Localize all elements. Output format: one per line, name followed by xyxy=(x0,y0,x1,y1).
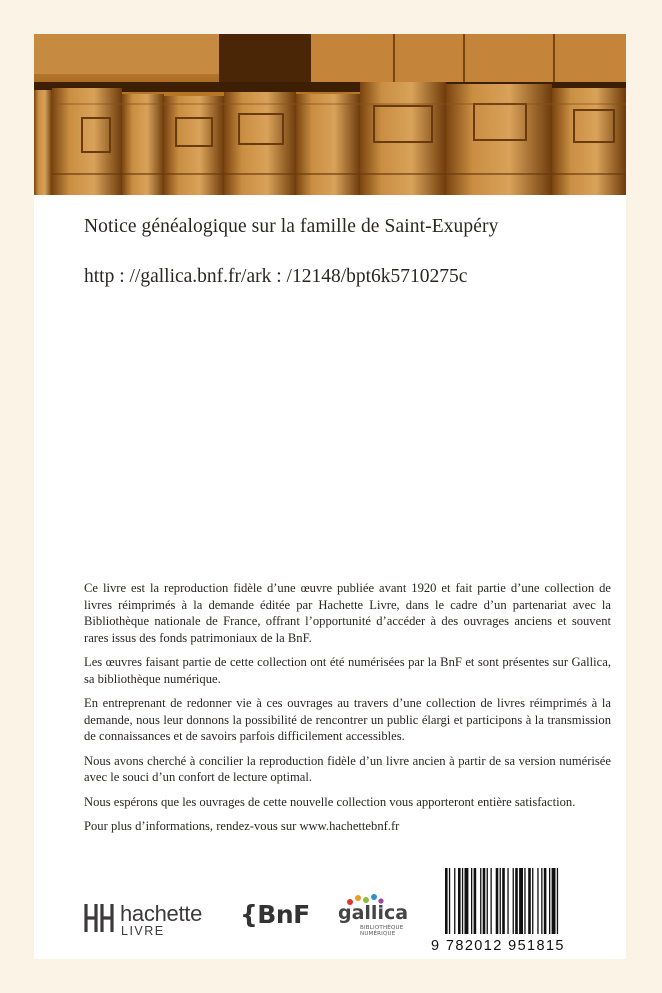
barcode-icon xyxy=(431,868,599,952)
book-title: Notice généalogique sur la famille de Saint-Exupéry xyxy=(84,216,499,237)
paragraph: Pour plus d’informations, rendez-vous sur www.hachettebnf.fr xyxy=(84,819,400,833)
paragraph: Les œuvres faisant partie de cette collection ont été numérisées par la BnF et sont présentes sur Gallica, sa bibliothèque numérique. xyxy=(84,655,611,686)
gallica-name: gallica xyxy=(338,902,409,924)
paragraph: En entreprenant de redonner vie à ces ouvrages au travers d’une collection de livres réimprimés à la demande, nous leur donnons la possibilité de rencontrer un public élargi et participons à la transmission de connaissances et de savoirs parfois difficilement accessibles. xyxy=(84,696,611,743)
notice-text xyxy=(84,580,611,843)
paragraph: Nous avons cherché à concilier la reproduction fidèle d’un livre ancien à partir de sa version numérisée avec le souci d’un confort de lecture optimal. xyxy=(84,753,611,784)
publisher-logos xyxy=(84,894,444,940)
bnf-logo-icon: {BnF xyxy=(240,900,310,929)
hachette-sub: LIVRE xyxy=(121,924,165,938)
hachette-mark-icon xyxy=(84,902,114,934)
barcode-bars xyxy=(445,868,591,938)
back-cover xyxy=(34,34,626,959)
hachette-name: hachette xyxy=(120,901,203,926)
gallica-sub-line: NUMÉRIQUE xyxy=(360,931,396,937)
gallica-logo-icon xyxy=(334,894,424,940)
book-spines-image xyxy=(34,34,626,195)
gallica-url: http : //gallica.bnf.fr/ark : /12148/bpt6k5710275c xyxy=(84,266,468,287)
paragraph: Ce livre est la reproduction fidèle d’une œuvre publiée avant 1920 et fait partie d’une collection de livres réimprimés à la demande éditée par Hachette Livre, dans le cadre d’un partenariat avec la Bibliothèque nationale de France, offrant l’opportunité d’accéder à des ouvrages anciens et souvent rares issus des fonds patrimoniaux de la BnF. xyxy=(84,581,611,645)
gallica-sub xyxy=(360,925,403,937)
gallica-sub-line: BIBLIOTHÈQUE xyxy=(360,925,404,931)
isbn-number: 9 782012 951815 xyxy=(431,938,565,954)
hachette-logo-icon xyxy=(84,896,224,940)
paragraph: Nous espérons que les ouvrages de cette nouvelle collection vous apporteront entière satisfaction. xyxy=(84,794,576,809)
